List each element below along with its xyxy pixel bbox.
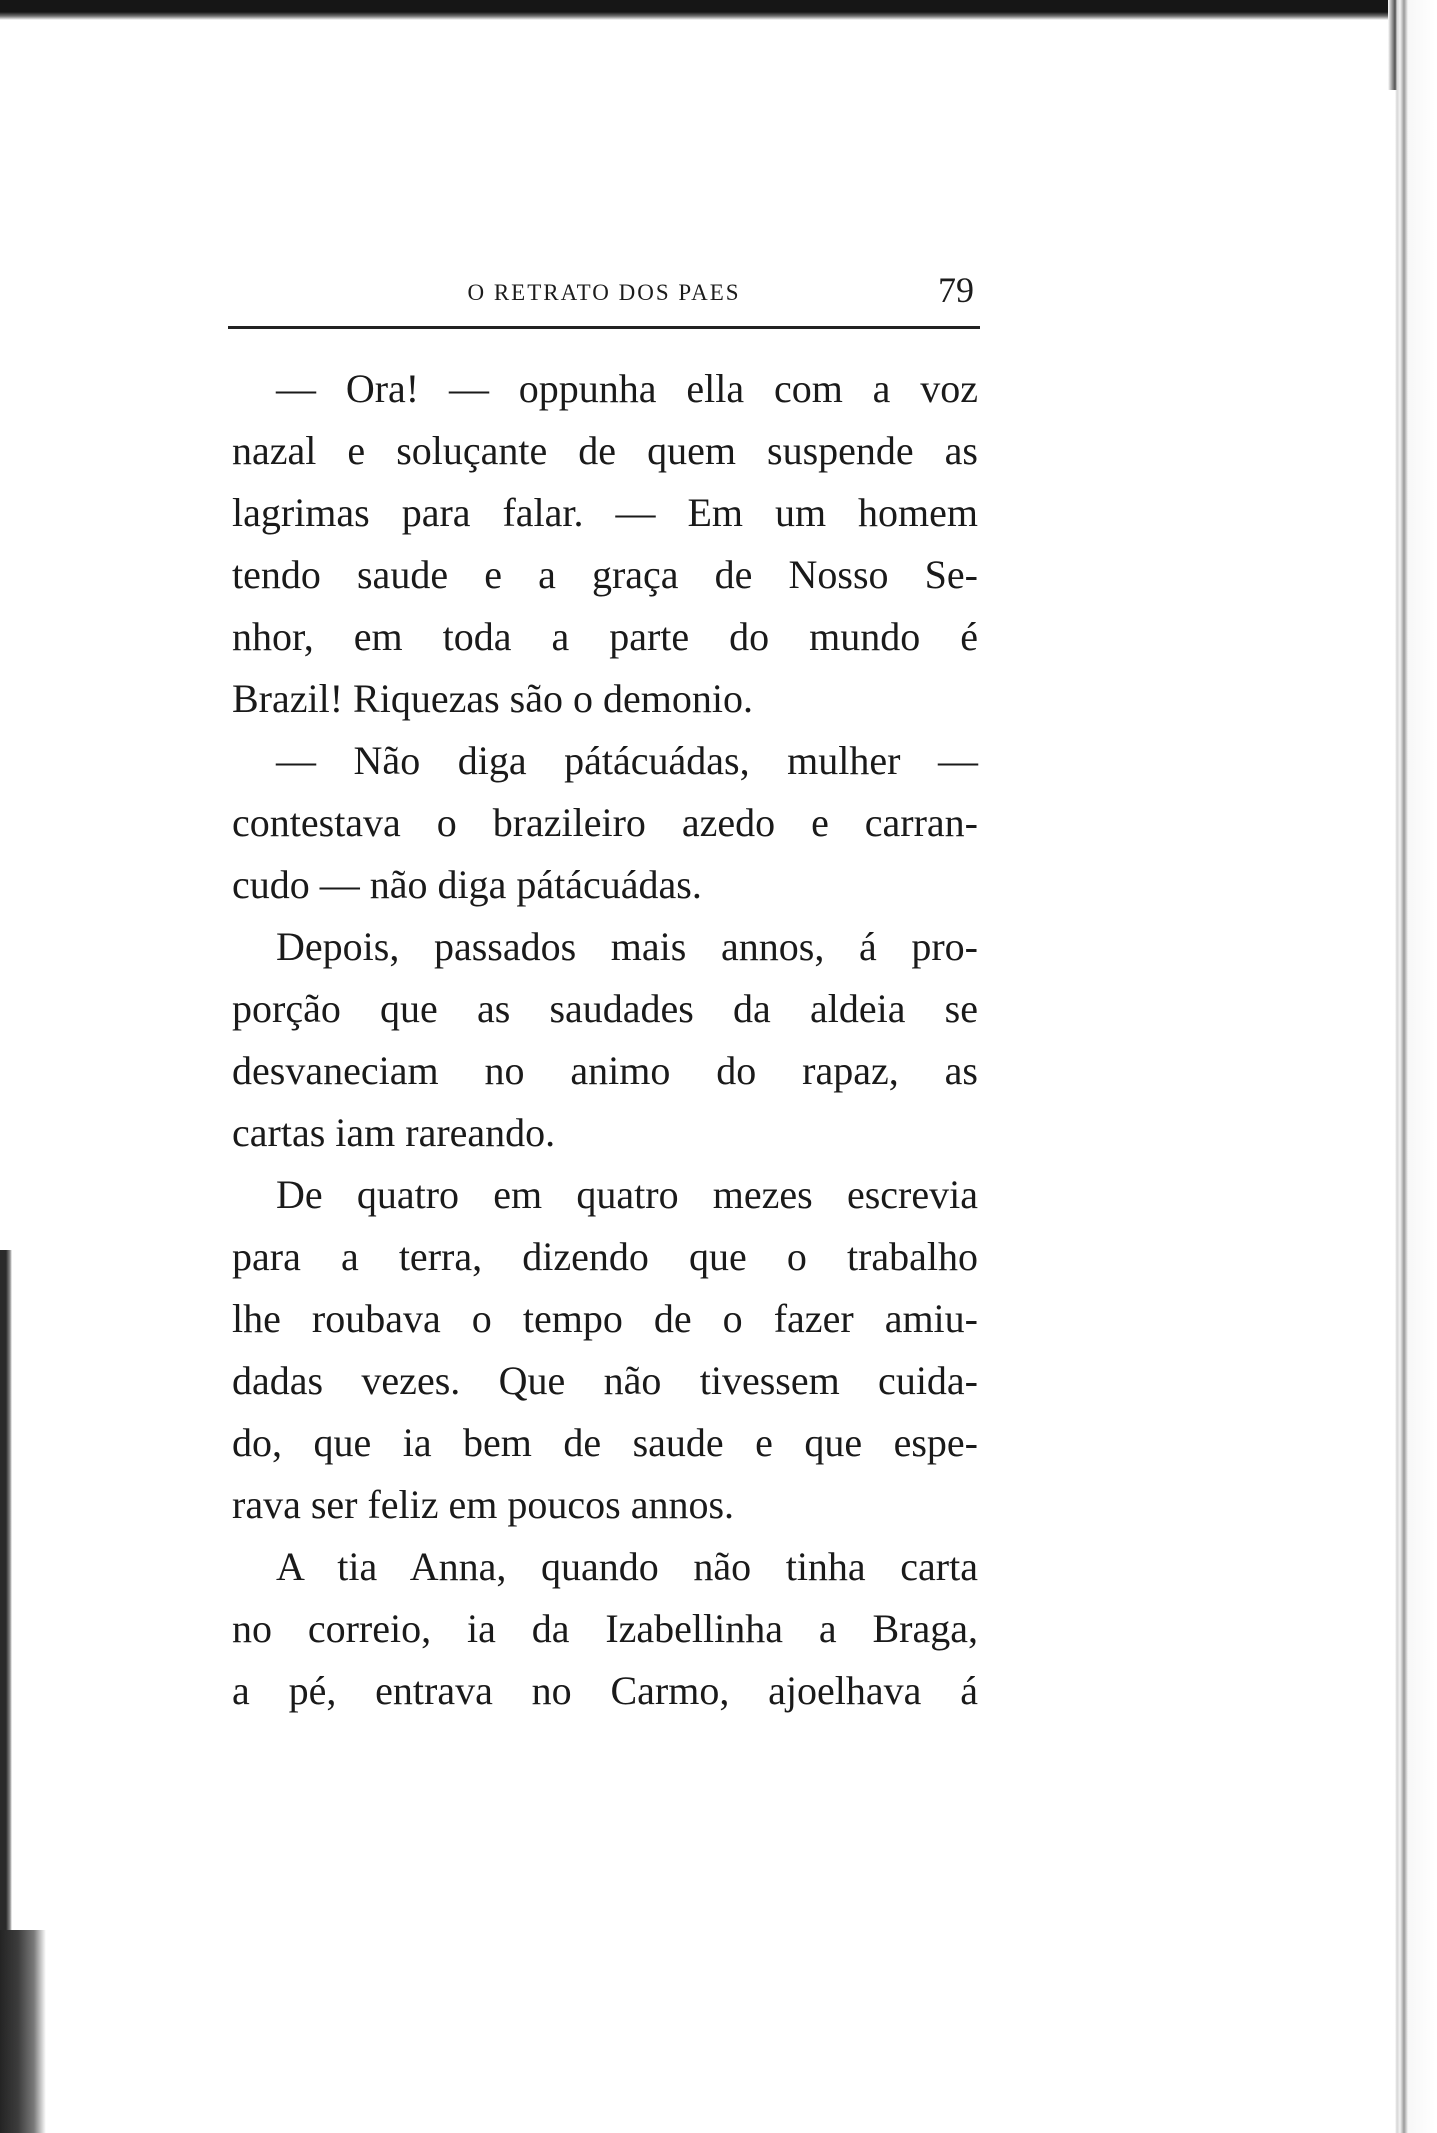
text-line: cartas iam rareando. <box>232 1110 556 1155</box>
text-line: nhor, em toda a parte do mundo é <box>232 614 978 659</box>
running-head <box>228 270 980 320</box>
text-line: Brazil! Riquezas são o demonio. <box>232 676 753 721</box>
page-number: 79 <box>938 270 974 310</box>
scan-top-edge <box>0 0 1437 20</box>
text-line: A tia Anna, quando não tinha carta <box>276 1544 978 1589</box>
text-line: contestava o brazileiro azedo e carran- <box>232 800 978 845</box>
paragraph <box>232 358 978 730</box>
text-line: lagrimas para falar. — Em um homem <box>232 490 978 535</box>
scan-left-foot-shadow <box>0 1930 46 2133</box>
text-line: dadas vezes. Que não tivessem cuida- <box>232 1358 978 1403</box>
paragraph <box>232 1164 978 1536</box>
text-line: lhe roubava o tempo de o fazer amiu- <box>232 1296 978 1341</box>
text-line: tendo saude e a graça de Nosso Se- <box>232 552 978 597</box>
paragraph <box>232 916 978 1164</box>
text-line: nazal e soluçante de quem suspende as <box>232 428 978 473</box>
text-line: — Ora! — oppunha ella com a voz <box>276 366 978 411</box>
text-line: a pé, entrava no Carmo, ajoelhava á <box>232 1668 978 1713</box>
text-line: do, que ia bem de saude e que espe- <box>232 1420 978 1465</box>
text-line: — Não diga pátácuádas, mulher — <box>276 738 978 783</box>
text-line: para a terra, dizendo que o trabalho <box>232 1234 978 1279</box>
text-line: rava ser feliz em poucos annos. <box>232 1482 735 1527</box>
header-rule <box>228 326 980 329</box>
text-line: De quatro em quatro mezes escrevia <box>276 1172 978 1217</box>
text-line: porção que as saudades da aldeia se <box>232 986 978 1031</box>
scan-right-edge <box>1395 0 1437 2133</box>
paragraph <box>232 1536 978 1722</box>
paragraph <box>232 730 978 916</box>
text-line: desvaneciam no animo do rapaz, as <box>232 1048 978 1093</box>
running-title: O RETRATO DOS PAES <box>467 280 741 305</box>
text-line: Depois, passados mais annos, á pro- <box>276 924 978 969</box>
text-line: cudo — não diga pátácuádas. <box>232 862 702 907</box>
text-line: no correio, ia da Izabellinha a Braga, <box>232 1606 978 1651</box>
body-text <box>232 358 978 1722</box>
